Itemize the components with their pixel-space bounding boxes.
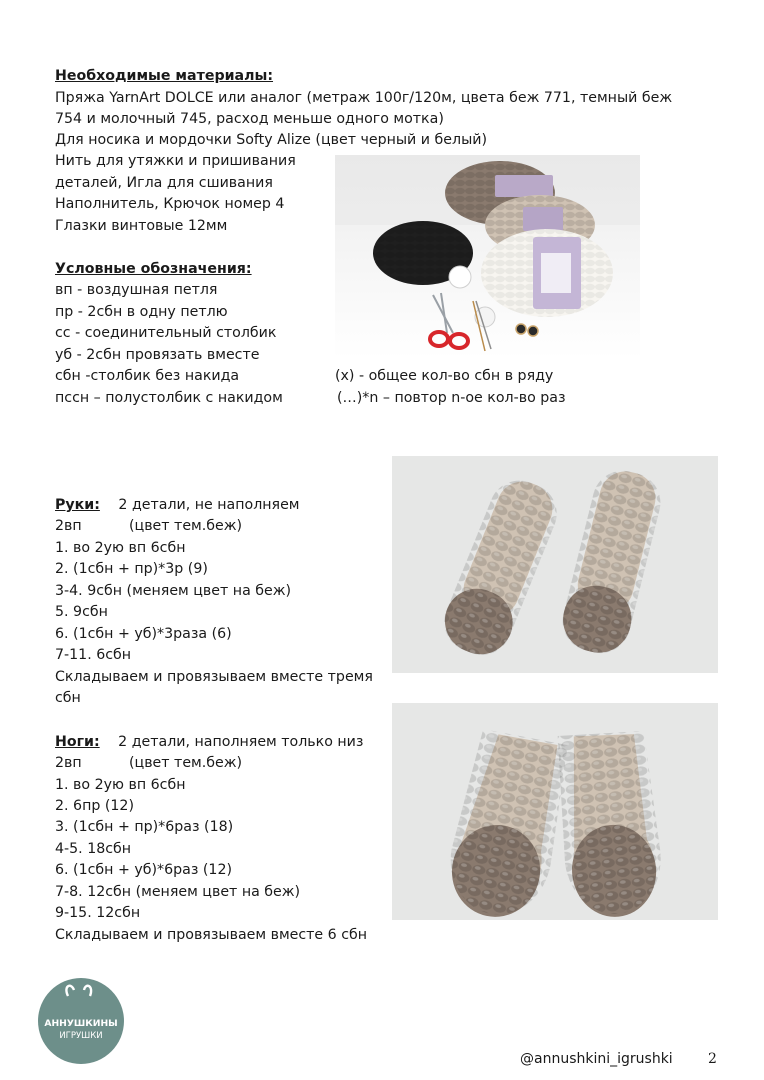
materials-line: Нить для утяжки и пришивания — [55, 153, 296, 169]
arms-chain-line — [55, 516, 243, 536]
legs-title-line — [55, 732, 363, 752]
legs-photo — [392, 703, 718, 920]
legs-chain-note: (цвет тем.беж) — [129, 755, 243, 771]
legs-row: 2. 6пр (12) — [55, 798, 134, 814]
arms-row: Складываем и провязываем вместе тремя — [55, 669, 373, 685]
legs-row: 7-8. 12сбн (меняем цвет на беж) — [55, 884, 301, 900]
legend-line: уб - 2сбн провязать вместе — [55, 347, 260, 363]
materials-heading: Необходимые материалы: — [55, 68, 274, 84]
legend-line: пр - 2сбн в одну петлю — [55, 304, 228, 320]
materials-line: деталей, Игла для сшивания — [55, 175, 273, 191]
arms-row: 3-4. 9сбн (меняем цвет на беж) — [55, 583, 292, 599]
legs-row: 4-5. 18сбн — [55, 841, 132, 857]
legs-chain-line — [55, 753, 243, 773]
legs-row: Складываем и провязываем вместе 6 сбн — [55, 927, 368, 943]
legend-line: сс - соединительный столбик — [55, 325, 277, 341]
yarn-materials-photo — [335, 155, 640, 358]
materials-line: Пряжа YarnArt DOLCE или аналог (метраж 100г/120м, цвета беж 771, темный беж — [55, 90, 673, 106]
arms-photo — [392, 456, 718, 673]
arms-chain: 2вп — [55, 518, 82, 534]
legs-chain: 2вп — [55, 755, 82, 771]
arms-title-line — [55, 495, 300, 515]
legs-row: 3. (1сбн + пр)*6раз (18) — [55, 819, 234, 835]
legend-line: пссн – полустолбик с накидом — [55, 390, 283, 406]
legs-row: 9-15. 12сбн — [55, 905, 141, 921]
arms-row: 6. (1сбн + уб)*3раза (6) — [55, 626, 232, 642]
materials-line: Глазки винтовые 12мм — [55, 218, 228, 234]
brand-logo — [38, 978, 124, 1064]
arms-chain-note: (цвет тем.беж) — [129, 518, 243, 534]
legend-line: вп - воздушная петля — [55, 282, 218, 298]
legs-title: Ноги: — [55, 734, 100, 750]
arms-row: 7-11. 6сбн — [55, 647, 132, 663]
legs-subtitle: 2 детали, наполняем только низ — [118, 734, 364, 750]
legs-row: 1. во 2ую вп 6сбн — [55, 777, 186, 793]
logo-text-bottom: ИГРУШКИ — [59, 1031, 103, 1041]
legend-extra-line: (x) - общее кол-во сбн в ряду — [335, 368, 554, 384]
arms-row: 2. (1сбн + пр)*3р (9) — [55, 561, 208, 577]
arms-row: сбн — [55, 690, 81, 706]
materials-line: Наполнитель, Крючок номер 4 — [55, 196, 285, 212]
footer-handle: @annushkini_igrushki — [520, 1051, 673, 1067]
arms-row: 5. 9сбн — [55, 604, 108, 620]
materials-line: 754 и молочный 745, расход меньше одного мотка) — [55, 111, 444, 127]
arms-title: Руки: — [55, 497, 100, 513]
legend-heading: Условные обозначения: — [55, 261, 252, 277]
page-number: 2 — [708, 1051, 717, 1067]
arms-row: 1. во 2ую вп 6сбн — [55, 540, 186, 556]
arms-subtitle: 2 детали, не наполняем — [118, 497, 300, 513]
materials-line: Для носика и мордочки Softy Alize (цвет черный и белый) — [55, 132, 488, 148]
legend-line: сбн -столбик без накида — [55, 368, 240, 384]
legs-row: 6. (1сбн + уб)*6раз (12) — [55, 862, 233, 878]
legend-extra-line: (…)*n – повтор n-ое кол-во раз — [337, 390, 566, 406]
logo-text-top: АННУШКИНЫ — [44, 1018, 118, 1029]
